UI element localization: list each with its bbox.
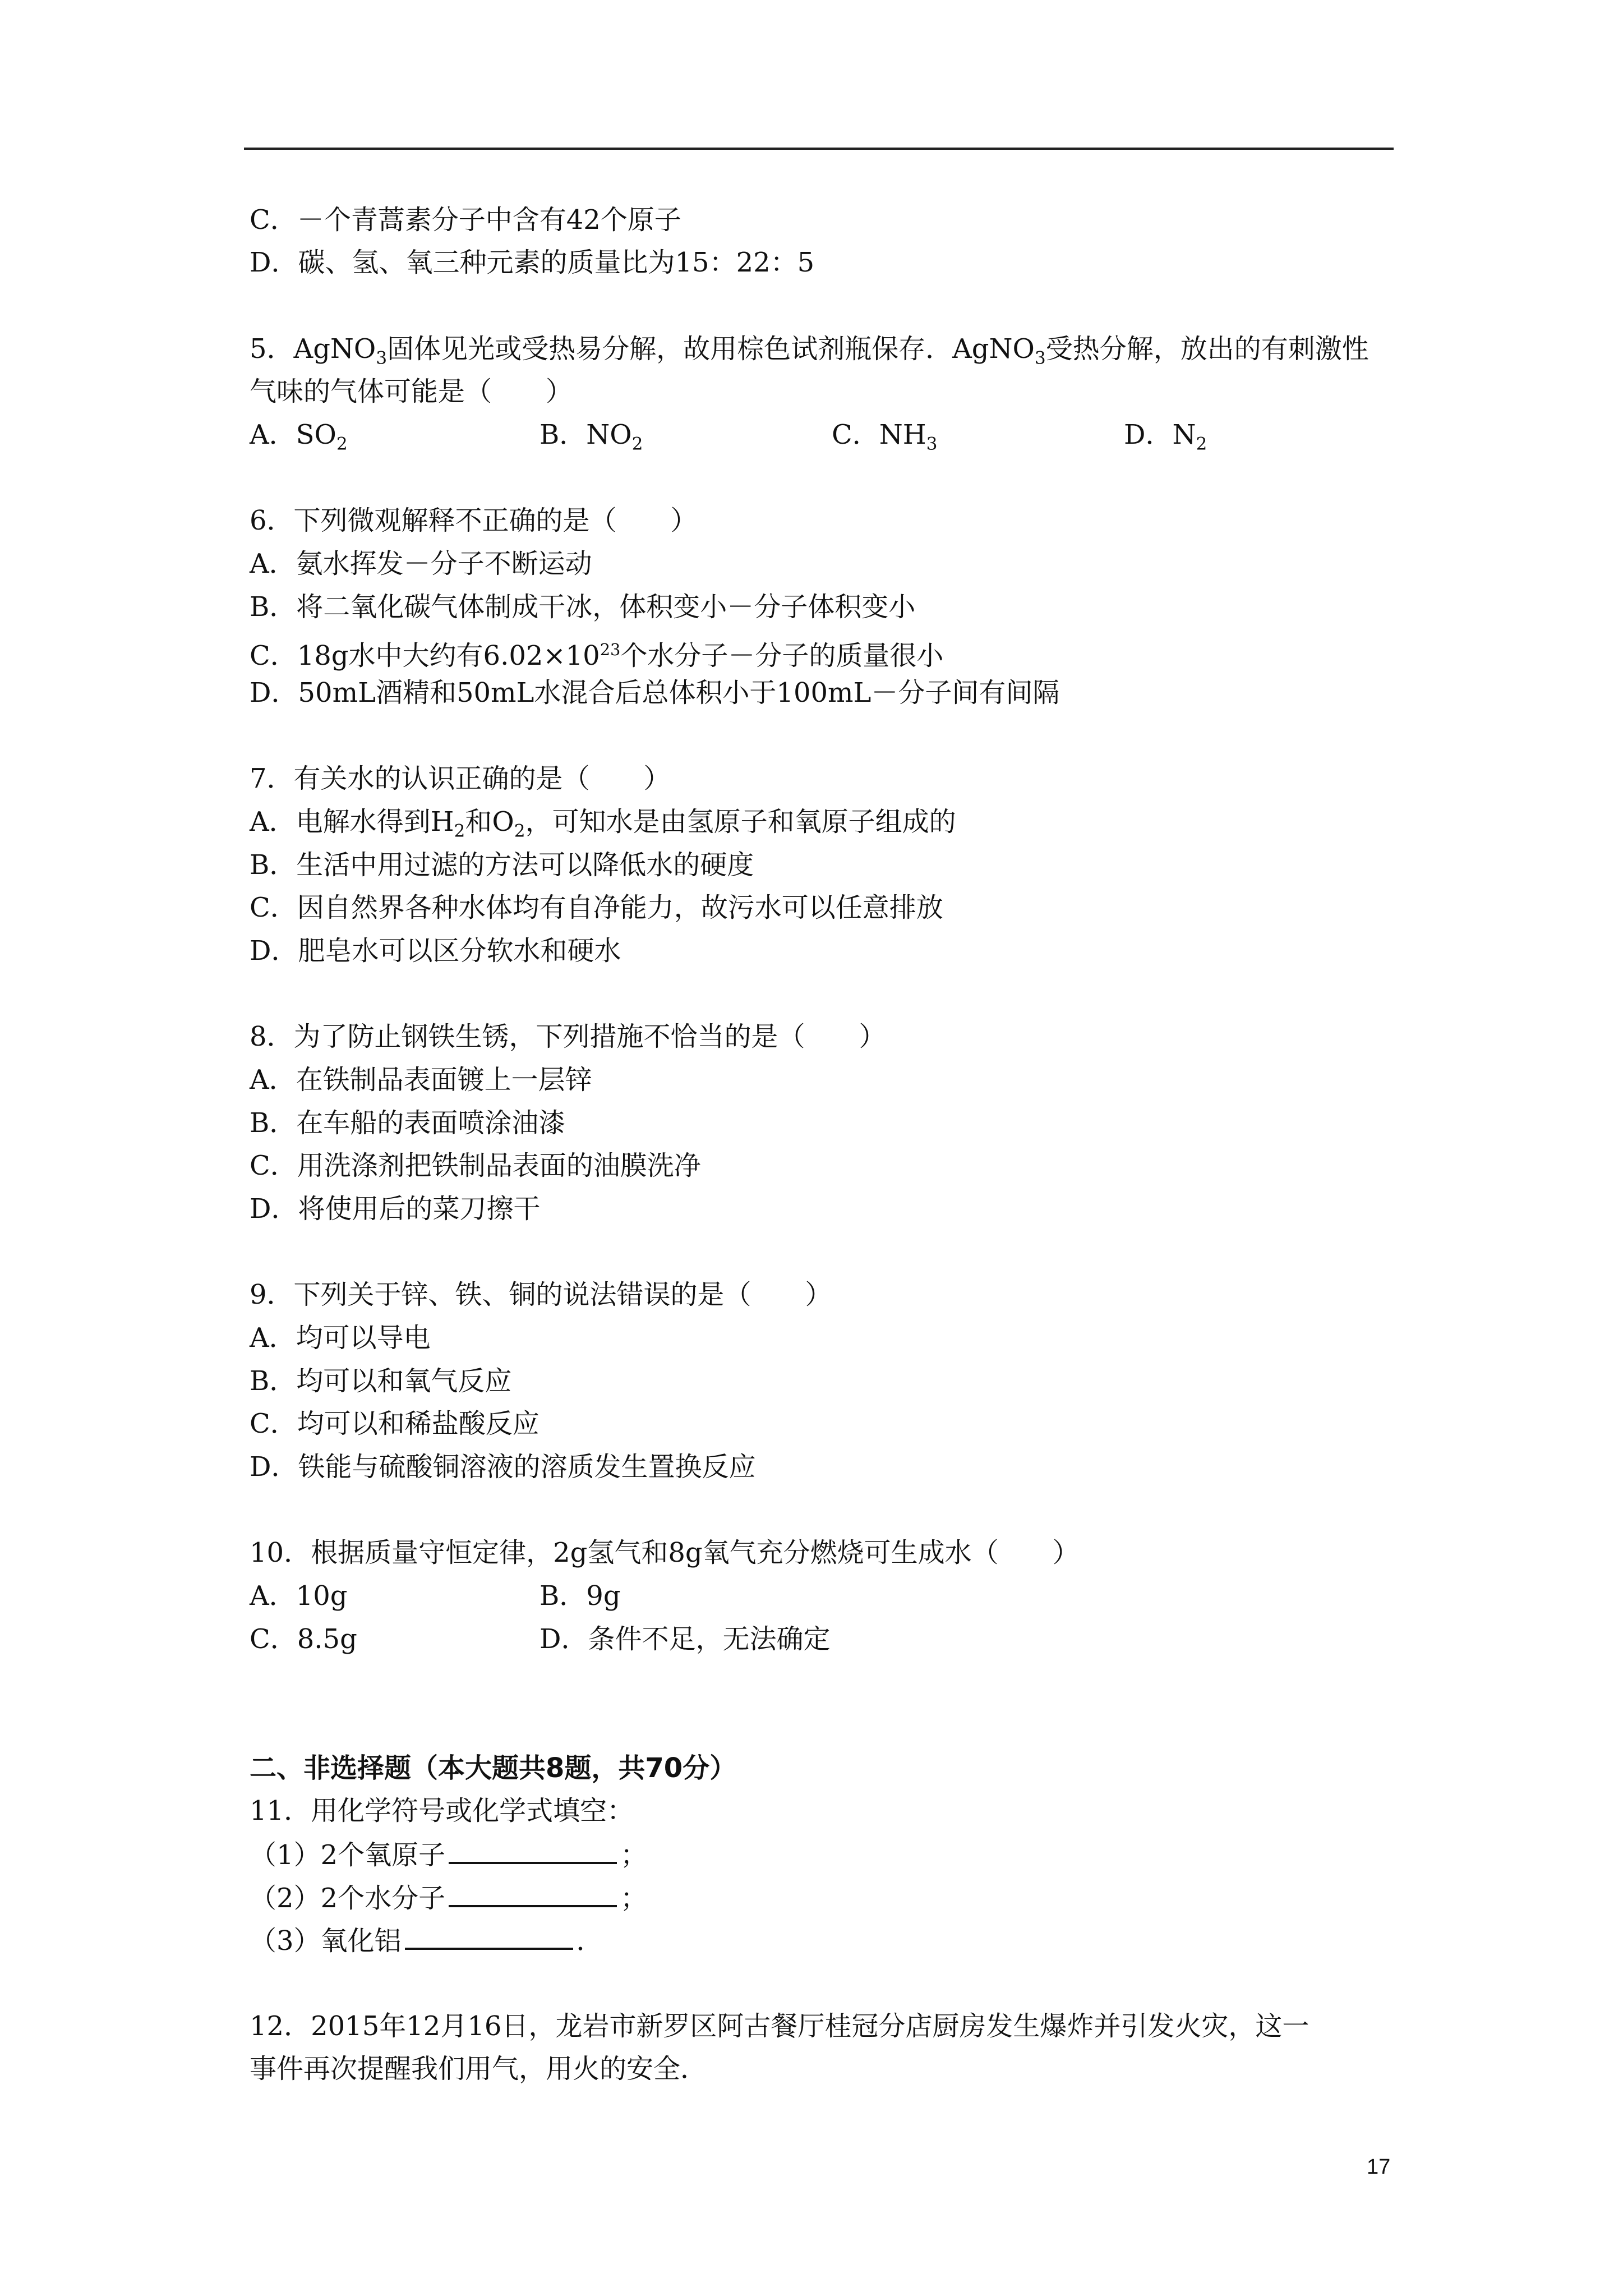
q4-option-d: D．碳、氢、氧三种元素的质量比为15：22：5 <box>250 247 815 278</box>
q7-option-c: C．因自然界各种水体均有自净能力，故污水可以任意排放 <box>250 892 943 923</box>
q7-option-a: A．电解水得到$H_2$和$O_2$，可知水是由氢原子和氧原子组成的 <box>250 806 956 841</box>
q11-part1: （1）2个氧原子 ； <box>250 1837 647 1872</box>
answer-blank[interactable] <box>405 1923 573 1950</box>
q9-option-d: D．铁能与硫酸铜溶液的溶质发生置换反应 <box>250 1451 756 1483</box>
q5-option-d: D．$N_2$ <box>1124 419 1207 454</box>
q6-option-d: D．50mL酒精和50mL水混合后总体积小于100mL－分子间有间隔 <box>250 677 1060 708</box>
q8-stem: 8．为了防止钢铁生锈，下列措施不恰当的是（ ） <box>250 1021 886 1052</box>
q7-stem: 7．有关水的认识正确的是（ ） <box>250 763 671 794</box>
q7-option-b: B．生活中用过滤的方法可以降低水的硬度 <box>250 849 754 881</box>
q11-part3: （3）氧化铝 ． <box>250 1923 603 1958</box>
q9-stem: 9．下列关于锌、铁、铜的说法错误的是（ ） <box>250 1279 832 1310</box>
q9-option-c: C．均可以和稀盐酸反应 <box>250 1408 540 1439</box>
q10-stem: 10．根据质量守恒定律，2g氢气和8g氧气充分燃烧可生成水（ ） <box>250 1537 1080 1568</box>
q10-option-a: A．10g <box>250 1580 348 1612</box>
answer-blank[interactable] <box>449 1880 617 1907</box>
q12-line2: 事件再次提醒我们用气，用火的安全． <box>250 2053 708 2085</box>
section-heading: 二、非选择题（本大题共8题，共70分） <box>250 1752 737 1784</box>
q11-part2: （2）2个水分子 ； <box>250 1880 647 1915</box>
q6-stem: 6．下列微观解释不正确的是（ ） <box>250 505 698 536</box>
answer-blank[interactable] <box>449 1837 617 1864</box>
q6-option-c: C．18g水中大约有$6.02\times 10^{23}$个水分子－分子的质量很小 <box>250 640 944 671</box>
q5-stem-line2: 气味的气体可能是（ ） <box>250 376 573 407</box>
q10-option-d: D．条件不足，无法确定 <box>540 1623 831 1655</box>
q7-option-d: D．肥皂水可以区分软水和硬水 <box>250 935 621 967</box>
q4-option-c: C．－个青蒿素分子中含有42个原子 <box>250 204 681 236</box>
q5-option-a: A．$SO_2$ <box>250 419 348 454</box>
q8-option-a: A．在铁制品表面镀上一层锌 <box>250 1064 592 1096</box>
q9-option-a: A．均可以导电 <box>250 1322 431 1354</box>
q8-option-d: D．将使用后的菜刀擦干 <box>250 1193 541 1225</box>
q6-option-a: A．氨水挥发－分子不断运动 <box>250 548 592 579</box>
q8-option-b: B．在车船的表面喷涂油漆 <box>250 1107 566 1139</box>
q5-option-c: C．$NH_3$ <box>832 419 938 454</box>
q5-stem-line1: 5．AgNO$_3$固体见光或受热易分解，故用棕色试剂瓶保存．AgNO$_3$受热分解，放出的有刺激性 <box>250 333 1369 369</box>
q9-option-b: B．均可以和氧气反应 <box>250 1365 512 1397</box>
q8-option-c: C．用洗涤剂把铁制品表面的油膜洗净 <box>250 1150 701 1181</box>
page-number: 17 <box>1367 2155 1391 2179</box>
q10-option-b: B．9g <box>540 1580 621 1612</box>
q12-line1: 12．2015年12月16日，龙岩市新罗区阿古餐厅桂冠分店厨房发生爆炸并引发火灾，这一 <box>250 2010 1310 2042</box>
header-rule <box>244 148 1394 150</box>
q10-option-c: C．8.5g <box>250 1623 357 1655</box>
q5-option-b: B．$NO_2$ <box>540 419 643 454</box>
q6-option-b: B．将二氧化碳气体制成干冰，体积变小－分子体积变小 <box>250 591 916 623</box>
q11-stem: 11．用化学符号或化学式填空： <box>250 1795 634 1826</box>
